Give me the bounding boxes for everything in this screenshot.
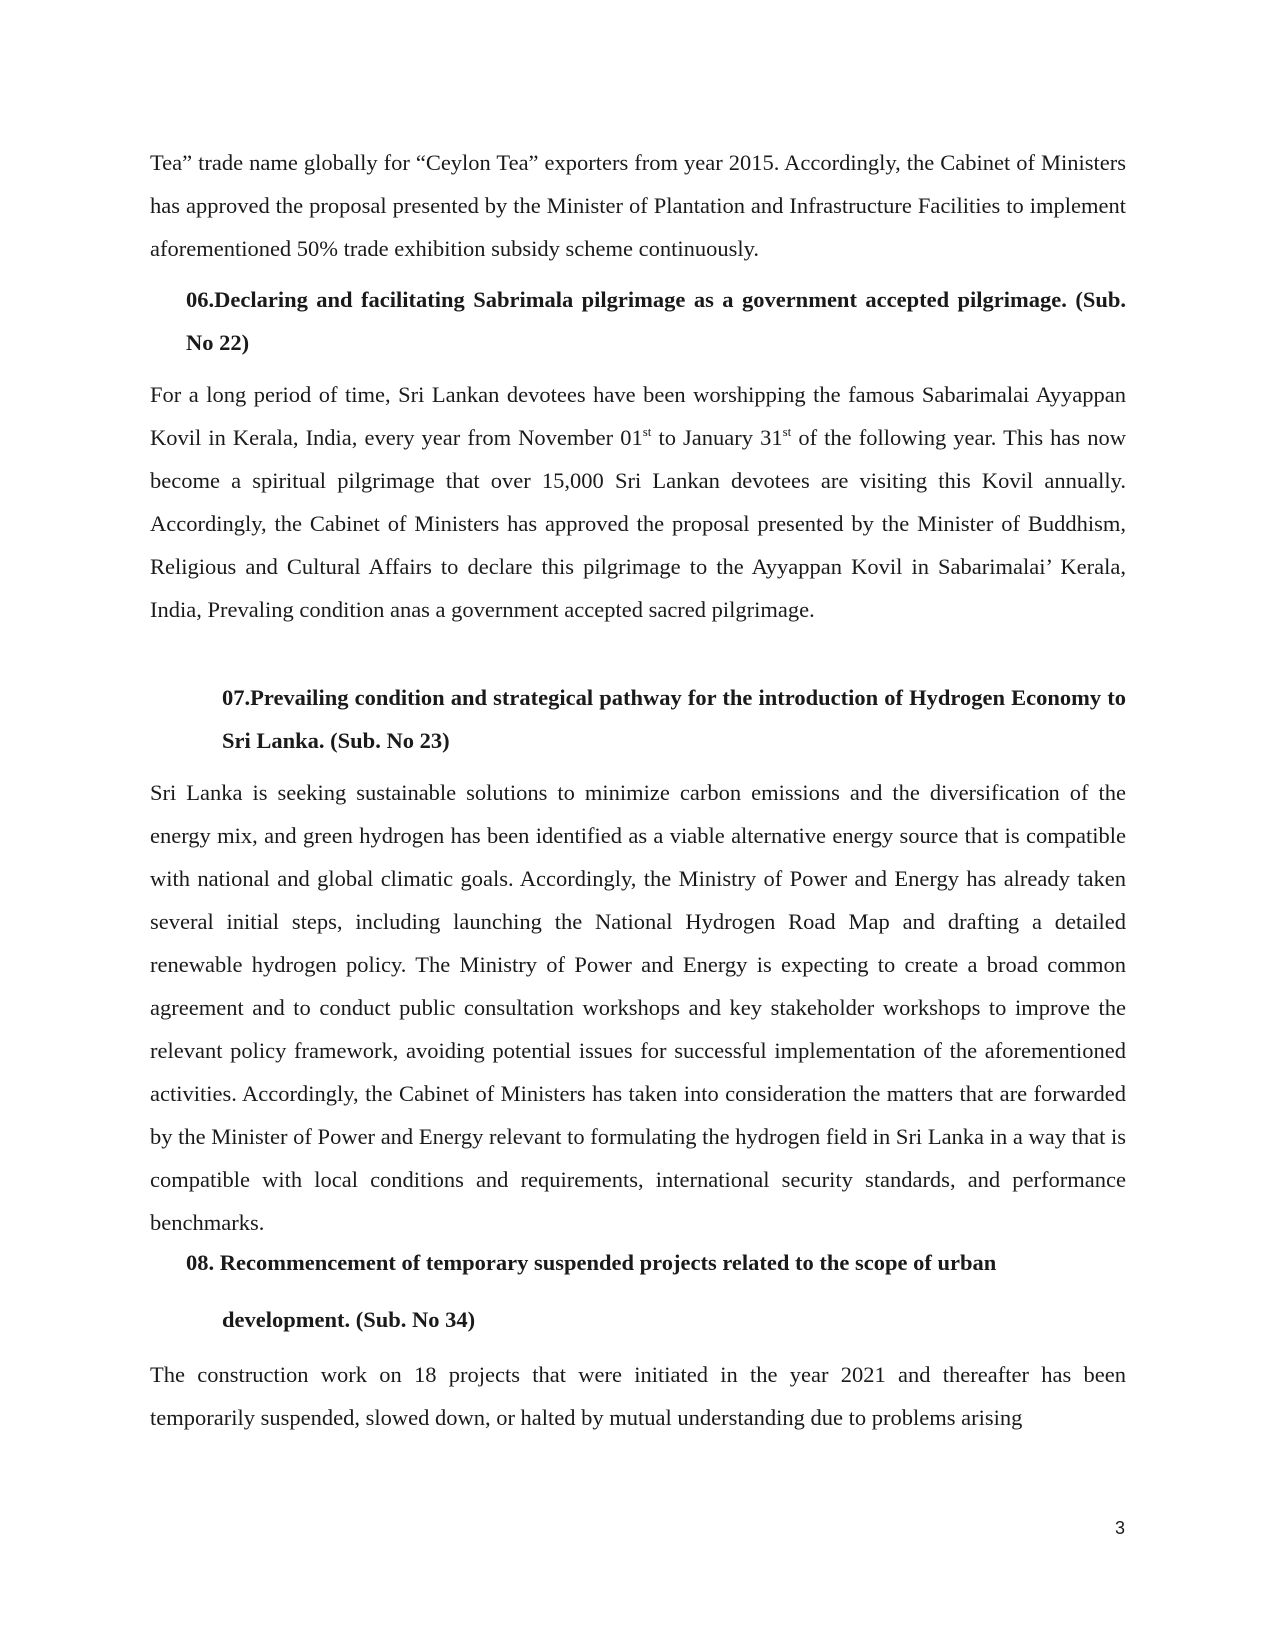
section-6-heading: 06.Declaring and facilitating Sabrimala pilgrimage as a government accepted pilgrimage. (Sub. No 22) [186,287,1126,355]
section-6-superscript-2: st [782,424,792,439]
section-8-heading-line-2: development. (Sub. No 34) [222,1307,476,1332]
section-6-superscript-1: st [642,424,652,439]
section-7-heading: 07.Prevailing condition and strategical pathway for the introduction of Hydrogen Economy to Sri Lanka. (Sub. No 23) [222,685,1126,753]
section-6-text-part2: to January 31 [651,425,783,450]
page-number: 3 [1114,1518,1125,1538]
section-8-paragraph: The construction work on 18 projects that were initiated in the year 2021 and thereafter has been temporarily suspended, slowed down, or halted by mutual understanding due to problems arising [150,1362,1126,1430]
section-8-heading-line-1: 08. Recommencement of temporary suspended projects related to the scope of urban [186,1250,997,1275]
section-6-paragraph [150,373,1126,631]
section-6-text-part1: For a long period of time, Sri Lankan devotees have been worshipping the famous Sabarimalai Ayyappan Kovil in Kerala, India, every year from November 01 [150,382,1126,450]
section-7-paragraph: Sri Lanka is seeking sustainable solutions to minimize carbon emissions and the diversification of the energy mix, and green hydrogen has been identified as a viable alternative energy source that is compatible with national and global climatic goals. Accordingly, the Ministry of Power and Energy has already taken several initial steps, including launching the National Hydrogen Road Map and drafting a detailed renewable hydrogen policy. The Ministry of Power and Energy is expecting to create a broad common agreement and to conduct public consultation workshops and key stakeholder workshops to improve the relevant policy framework, avoiding potential issues for successful implementation of the aforementioned activities. Accordingly, the Cabinet of Ministers has taken into consideration the matters that are forwarded by the Minister of Power and Energy relevant to formulating the hydrogen field in Sri Lanka in a way that is compatible with local conditions and requirements, international security standards, and performance benchmarks. [150,780,1126,1235]
section-6-text-part3: of the following year. This has now become a spiritual pilgrimage that over 15,000 Sri Lankan devotees are visiting this Kovil annually. Accordingly, the Cabinet of Ministers has approved the proposal presented by the Minister of Buddhism, Religious and Cultural Affairs to declare this pilgrimage to the Ayyappan Kovil in Sabarimalai’ Kerala, India, Prevaling condition anas a government accepted sacred pilgrimage. [150,425,1126,622]
intro-paragraph: Tea” trade name globally for “Ceylon Tea” exporters from year 2015. Accordingly, the Cabinet of Ministers has approved the proposal presented by the Minister of Plantation and Infrastructure Facilities to implement aforementioned 50% trade exhibition subsidy scheme continuously. [150,150,1126,261]
